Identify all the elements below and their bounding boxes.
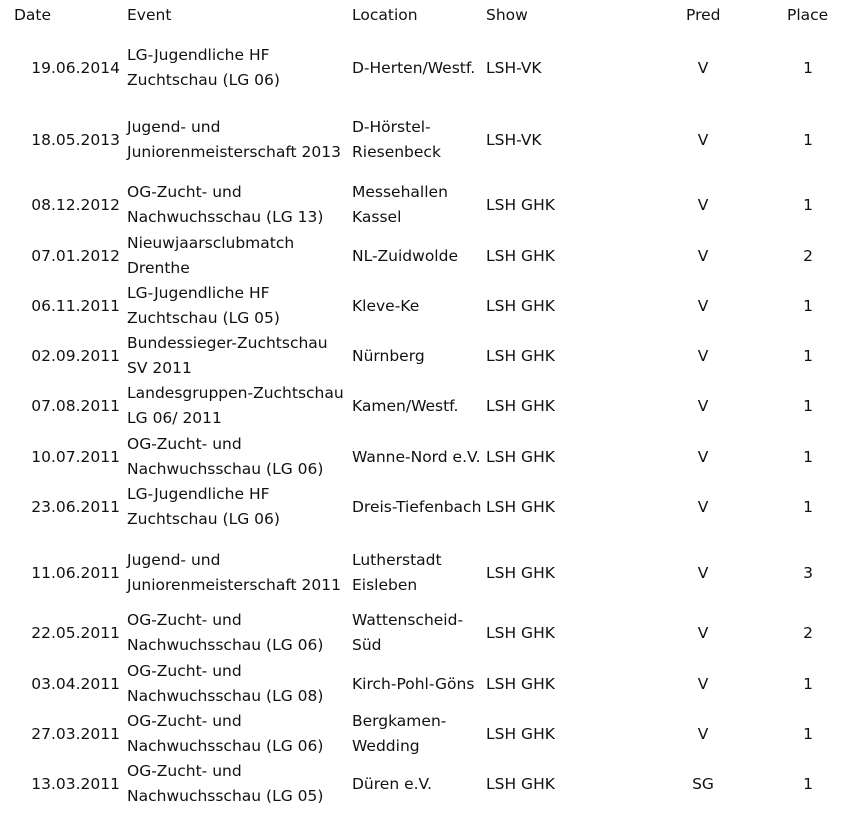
cell-date [0, 658, 120, 710]
header-pred: Pred [686, 6, 721, 24]
table-row [0, 40, 848, 96]
cell-pred-text: V [697, 297, 709, 315]
cell-event [127, 481, 349, 533]
cell-show [486, 758, 596, 810]
cell-event-text: Landesgruppen-Zuchtschau LG 06/ 2011 [127, 384, 344, 427]
cell-date-text: 23.06.2011 [31, 498, 120, 516]
cell-show-text: LSH GHK [486, 196, 555, 214]
cell-place [768, 179, 848, 231]
table-header [0, 0, 848, 34]
table-row [0, 280, 848, 332]
cell-event-text: OG-Zucht- und Nachwuchsschau (LG 06) [127, 712, 324, 755]
cell-location [352, 758, 482, 810]
cell-location [352, 431, 482, 483]
cell-date [0, 280, 120, 332]
cell-place [768, 607, 848, 659]
cell-place [768, 40, 848, 96]
cell-event [127, 607, 349, 659]
cell-show-text: LSH GHK [486, 564, 555, 582]
cell-event-text: OG-Zucht- und Nachwuchsschau (LG 08) [127, 662, 324, 705]
cell-show-text: LSH GHK [486, 448, 555, 466]
table-row [0, 658, 848, 710]
table-row [0, 607, 848, 659]
table-row [0, 708, 848, 760]
cell-location-text: D-Herten/Westf. [352, 58, 476, 77]
cell-place [768, 107, 848, 173]
table-row [0, 330, 848, 382]
cell-event-text: OG-Zucht- und Nachwuchsschau (LG 06) [127, 435, 324, 478]
cell-date-text: 22.05.2011 [31, 624, 120, 642]
cell-place [768, 758, 848, 810]
cell-show-text: LSH GHK [486, 247, 555, 265]
cell-place-text: 3 [803, 564, 813, 582]
cell-date-text: 18.05.2013 [31, 131, 120, 149]
cell-show [486, 481, 596, 533]
cell-event-text: LG-Jugendliche HF Zuchtschau (LG 05) [127, 284, 280, 327]
cell-location [352, 481, 482, 533]
cell-date [0, 380, 120, 432]
cell-location-text: Nürnberg [352, 346, 425, 365]
cell-place [768, 658, 848, 710]
cell-event-text: OG-Zucht- und Nachwuchsschau (LG 05) [127, 762, 324, 805]
cell-event-text: OG-Zucht- und Nachwuchsschau (LG 13) [127, 183, 324, 226]
cell-pred-text: SG [692, 775, 714, 793]
cell-date-text: 07.08.2011 [31, 397, 120, 415]
cell-pred-text: V [697, 448, 709, 466]
cell-pred-text: V [697, 59, 709, 77]
cell-date-text: 19.06.2014 [31, 59, 120, 77]
cell-pred [663, 431, 743, 483]
cell-location-text: Messehallen Kassel [352, 183, 448, 226]
cell-show [486, 543, 596, 603]
cell-date [0, 543, 120, 603]
cell-pred-text: V [697, 624, 709, 642]
cell-event [127, 40, 349, 96]
cell-date [0, 758, 120, 810]
cell-place-text: 1 [803, 131, 813, 149]
cell-location [352, 179, 482, 231]
cell-date [0, 330, 120, 382]
cell-event [127, 380, 349, 432]
cell-location [352, 280, 482, 332]
cell-place [768, 431, 848, 483]
cell-date-text: 08.12.2012 [31, 196, 120, 214]
cell-place-text: 1 [803, 59, 813, 77]
cell-location-text: Bergkamen-Wedding [352, 712, 447, 755]
cell-pred-text: V [697, 131, 709, 149]
cell-pred [663, 179, 743, 231]
cell-date-text: 03.04.2011 [31, 675, 120, 693]
cell-event-text: LG-Jugendliche HF Zuchtschau (LG 06) [127, 46, 280, 89]
cell-show [486, 179, 596, 231]
cell-show [486, 330, 596, 382]
cell-place-text: 1 [803, 725, 813, 743]
cell-date [0, 40, 120, 96]
header-date: Date [14, 6, 52, 24]
cell-pred-text: V [697, 196, 709, 214]
cell-show-text: LSH GHK [486, 397, 555, 415]
cell-location-text: Kamen/Westf. [352, 396, 459, 415]
cell-location-text: Wattenscheid-Süd [352, 611, 464, 654]
table-row [0, 543, 848, 603]
cell-event-text: Jugend- und Juniorenmeisterschaft 2011 [127, 551, 341, 594]
cell-pred [663, 330, 743, 382]
cell-location [352, 543, 482, 603]
cell-show-text: LSH GHK [486, 725, 555, 743]
cell-show [486, 708, 596, 760]
cell-date-text: 10.07.2011 [31, 448, 120, 466]
cell-date-text: 02.09.2011 [31, 347, 120, 365]
cell-event-text: Jugend- und Juniorenmeisterschaft 2013 [127, 118, 341, 161]
cell-location [352, 107, 482, 173]
cell-event [127, 179, 349, 231]
header-place: Place [787, 6, 829, 24]
cell-location [352, 708, 482, 760]
cell-pred-text: V [697, 347, 709, 365]
cell-show [486, 280, 596, 332]
cell-place-text: 1 [803, 498, 813, 516]
cell-place-text: 1 [803, 448, 813, 466]
cell-pred [663, 607, 743, 659]
cell-place-text: 1 [803, 675, 813, 693]
cell-pred [663, 481, 743, 533]
header-location: Location [352, 6, 418, 24]
cell-location-text: Kirch-Pohl-Göns [352, 674, 475, 693]
cell-pred-text: V [697, 675, 709, 693]
cell-pred-text: V [697, 725, 709, 743]
cell-show [486, 607, 596, 659]
cell-event [127, 758, 349, 810]
cell-event [127, 280, 349, 332]
cell-place-text: 1 [803, 775, 813, 793]
cell-date [0, 607, 120, 659]
cell-show-text: LSH GHK [486, 347, 555, 365]
cell-pred [663, 758, 743, 810]
table-row [0, 481, 848, 533]
cell-pred [663, 280, 743, 332]
cell-date [0, 107, 120, 173]
cell-event [127, 230, 349, 282]
cell-location [352, 607, 482, 659]
cell-event [127, 543, 349, 603]
header-event: Event [127, 6, 172, 24]
cell-location-text: Lutherstadt Eisleben [352, 551, 442, 594]
cell-event [127, 658, 349, 710]
cell-place-text: 1 [803, 196, 813, 214]
cell-location [352, 330, 482, 382]
cell-show-text: LSH GHK [486, 498, 555, 516]
cell-pred-text: V [697, 247, 709, 265]
cell-event [127, 708, 349, 760]
cell-show [486, 107, 596, 173]
cell-pred [663, 380, 743, 432]
cell-date-text: 06.11.2011 [31, 297, 120, 315]
cell-location-text: Dreis-Tiefenbach [352, 497, 482, 516]
cell-place-text: 2 [803, 624, 813, 642]
cell-pred [663, 40, 743, 96]
cell-date [0, 431, 120, 483]
cell-show-text: LSH GHK [486, 675, 555, 693]
table-row [0, 179, 848, 231]
cell-date-text: 11.06.2011 [31, 564, 120, 582]
cell-pred-text: V [697, 564, 709, 582]
table-row [0, 380, 848, 432]
cell-location-text: NL-Zuidwolde [352, 246, 458, 265]
cell-date-text: 13.03.2011 [31, 775, 120, 793]
cell-place-text: 2 [803, 247, 813, 265]
cell-date [0, 708, 120, 760]
cell-show-text: LSH-VK [486, 59, 542, 77]
cell-location [352, 40, 482, 96]
cell-location-text: D-Hörstel-Riesenbeck [352, 118, 441, 161]
cell-event-text: Nieuwjaarsclubmatch Drenthe [127, 234, 295, 277]
cell-place-text: 1 [803, 297, 813, 315]
cell-place-text: 1 [803, 397, 813, 415]
header-show: Show [486, 6, 528, 24]
cell-show-text: LSH GHK [486, 775, 555, 793]
cell-place [768, 380, 848, 432]
cell-event-text: OG-Zucht- und Nachwuchsschau (LG 06) [127, 611, 324, 654]
table-row [0, 758, 848, 810]
cell-date [0, 481, 120, 533]
cell-location-text: Kleve-Ke [352, 296, 420, 315]
cell-place-text: 1 [803, 347, 813, 365]
cell-pred [663, 107, 743, 173]
cell-date-text: 07.01.2012 [31, 247, 120, 265]
cell-event-text: LG-Jugendliche HF Zuchtschau (LG 06) [127, 485, 280, 528]
cell-show [486, 431, 596, 483]
cell-event [127, 330, 349, 382]
cell-show [486, 380, 596, 432]
cell-location [352, 380, 482, 432]
cell-show-text: LSH-VK [486, 131, 542, 149]
cell-pred-text: V [697, 498, 709, 516]
cell-place [768, 543, 848, 603]
cell-show [486, 230, 596, 282]
cell-event-text: Bundessieger-Zuchtschau SV 2011 [127, 334, 328, 377]
cell-place [768, 280, 848, 332]
cell-location-text: Düren e.V. [352, 774, 433, 793]
cell-date [0, 179, 120, 231]
table-row [0, 230, 848, 282]
cell-place [768, 330, 848, 382]
cell-pred [663, 543, 743, 603]
table-row [0, 107, 848, 173]
cell-show [486, 658, 596, 710]
cell-location-text: Wanne-Nord e.V. [352, 447, 481, 466]
cell-show-text: LSH GHK [486, 624, 555, 642]
cell-date-text: 27.03.2011 [31, 725, 120, 743]
cell-pred-text: V [697, 397, 709, 415]
table-row [0, 431, 848, 483]
cell-place [768, 481, 848, 533]
cell-date [0, 230, 120, 282]
cell-event [127, 431, 349, 483]
cell-location [352, 230, 482, 282]
cell-pred [663, 658, 743, 710]
cell-pred [663, 708, 743, 760]
cell-event [127, 107, 349, 173]
cell-show-text: LSH GHK [486, 297, 555, 315]
cell-location [352, 658, 482, 710]
cell-show [486, 40, 596, 96]
cell-pred [663, 230, 743, 282]
cell-place [768, 230, 848, 282]
cell-place [768, 708, 848, 760]
